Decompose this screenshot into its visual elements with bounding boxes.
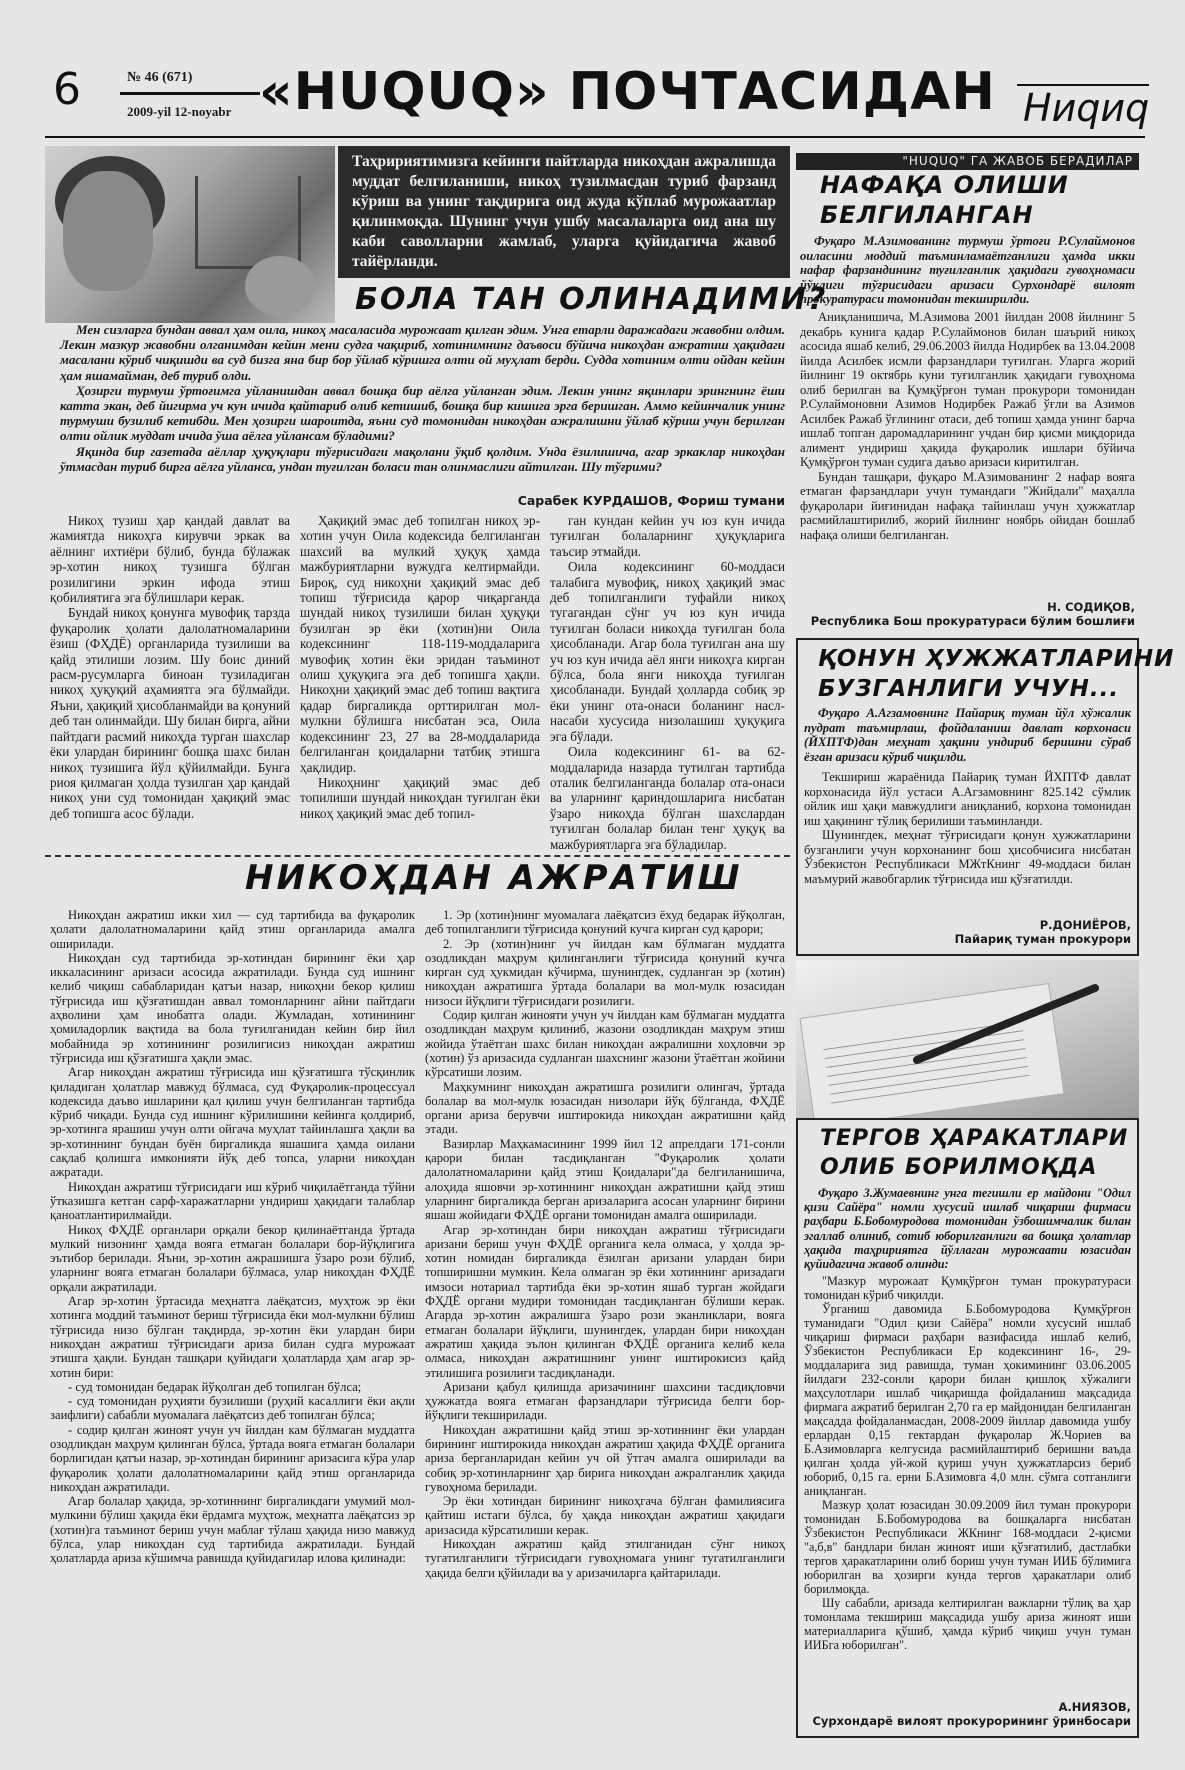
divorce-paragraph: Эр ёки хотиндан бирининг никоҳгача бўлган фамилиясига қайтиш истаги бўлса, бу ҳақда никоҳдан ажратиш ҳақидаги аризасида кўрсатилиши керак. [425,1494,785,1537]
letter-paragraph: Мен сизларга бундан аввал ҳам оила, никоҳ масаласида мурожаат қилган эдим. Унга етарли даражадаги жавобни олдим. Лекин мазкур жавобни олганимдан кейин мени судга чақириб, хотинимнинг даъвоси бўйича никоҳдан ажратиш ҳақидаги масалани кўриб чиқишди ва суд бизга яна бир бор ўйлаб кўришга олти ой муҳлат берди. Судда хотиним олти ойдан кейин ҳам яшамайман, деб туриб олди. [60,322,785,383]
divorce-paragraph: Никоҳ ФҲДЁ органлари орқали бекор қилинаётганда ўртада мулкий низонинг ҳамда вояга етмаган болалари бор-йўқлигига эътибор берилади. Яъни, эр-хотин ажрашишга ўзаро рози бўлиб, уларнинг вояга етмаган болалари бўлмаса, улар никоҳдан ФҲДЁ орқали ажратилади. [50,1222,415,1294]
newspaper-logo: Ниqиq [1017,84,1149,130]
divorce-column-2 [425,908,785,1580]
divorce-paragraph: Содир қилган жинояти учун уч йилдан кам бўлмаган муддатга озодликдан маҳрум қилиниб, жазони озодликдан маҳрум этиш жойида ўтаётган шахс билан никоҳдан ажралишни хоҳловчи эр (хотин) ўз аризасида судланган шахснинг жазони ўтаётган жойини кўрсатиши лозим. [425,1008,785,1080]
intro-box: Таҳририятимизга кейинги пайтларда никоҳдан ажралишда муддат белгиланиши, никоҳ тузилмасдан туриб фарзанд кўриш ва унинг тақдирига оид жуда кўплаб мурожаатлар қилинмоқда. Шунинг учун ушбу масалаларга оид ана шу каби саволларни жамлаб, уларга қуйидагича жавоб тайёрланди. [338,146,790,278]
pen-and-documents-photo [796,960,1139,1120]
investigation-lead: Фуқаро З.Жумаевнинг унга тегишли ер майдони "Одил қизи Сайёра" номли хусусий ишлаб чиқариш фирмаси раҳбари Б.Бобомуродова томонидан ўзбошимчалик билан эгаллаб олиниб, сотиб юборилганлиги ва бошқа ҳолатлар ҳақида таҳририятга йўллаган мурожаати юзасидан қуйидагича жавоб олинди: [804,1186,1131,1272]
investigation-headline: ТЕРГОВ ҲАРАКАТЛАРИ ОЛИБ БОРИЛМОҚДА [820,1126,1129,1180]
divorce-paragraph: Никоҳдан ажратиш тўғрисидаги иш кўриб чиқилаётганда тўйни ўтказишга кетган сарф-харажатларни ундириш ҳақидаги талаблар қаноатлантирилмайди. [50,1179,415,1223]
letter-paragraph: Ҳозирги турмуш ўртоғимга уйланишдан аввал бошқа бир аёлга уйланган эдим. Лекин унинг яқинлари эрингнинг ёши катта экан, деб йигирма уч кун ичида қайтариб олиб кетишиб, бошқа бир кишига эрга беришган. Аммо кейинчалик унинг турмуши бузилиб кетибди. Мен ҳозирги шароитда, яъни суд томонидан никоҳдан ажралишни ўйлаб кўриш учун берилган олти ойлик муддат ичида ўша аёлга уйлансам бўладими? [60,382,785,444]
answer-paragraph: Ҳақиқий эмас деб топилган никоҳ эр-хотин учун Оила кодексида белгиланган шахсий ва мулкий ҳуқуқ ҳамда мажбуриятларни вужудга келтирмайди. Бироқ, суд никоҳни ҳақиқий эмас деб топиш тўғрисида қарор чиқарганда шундай никоҳ тузилиши билан ҳуқуқи бузилган эр ёки (хотин)ни Оила кодексининг 118-119-моддаларига мувофиқ хотин ёки эридан таъминот олиш ҳуқуқига эга деб топишга ҳақли. Никоҳни ҳақиқий эмас деб топиш вақтига қадар биргаликда орттирилган мол-мулкни бўлишга нисбатан эса, Оила кодексининг 23, 27 ва 28-моддаларида белгиланган қоидаларни татбиқ этишга ҳақлидир. [300,513,540,775]
answer-paragraph: Бундай никоҳ қонунга мувофиқ тарзда фуқаролик ҳолати далолатномаларини ёзиш (ФҲДЁ) органларида тузилиши ва қайд этилиши лозим. Шу боис диний расм-русумларга биноан тузиладиган никоҳ ҳуқуқий аҳамиятга эга бўлмайди. Яъни, ҳақиқий ҳисобланмайди ва қонуний деб тан олинмайди. Шу билан бирга, айни пайтдаги расмий никоҳда турган шахслар ёки улардан бирининг бошқа шахс билан никоҳ тузишига йўл қўйилмайди. Бунга риоя қилмаган ҳолда тузилган ҳар қандай никоҳ уни суд томонидан ҳақиқий эмас деб топишга асос бўлади. [50,605,290,821]
alimony-lead: Фуқаро М.Азимованинг турмуш ўртоғи Р.Сулаймонов оиласини моддий таъминламаётганлиги ҳамда икки нафар фарзандининг туғилганлик ҳақидаги гувоҳномаси йўқлиги тўғрисидаги аризаси Сурхондарё вилоят прокуратураси томонидан текширилди. [800,234,1135,307]
divorce-paragraph: Вазирлар Маҳкамасининг 1999 йил 12 апрелдаги 171-сонли қарори билан тасдиқланган "Фуқаролик ҳолати далолатномаларини қайд этиш Қоидалари"да белгиланишича, алоҳида яшовчи эр-хотиннинг никоҳдан ажратишни қайд этиш уларнинг биргаликда берган аризаларига асосан уларнинг бирини яшаш жойидаги ФҲДЁ органи томонидан амалга оширилади. [425,1136,785,1223]
reader-letter [60,322,785,474]
answer-paragraph: Никоҳ тузиш ҳар қандай давлат ва жамиятда никоҳга кирувчи эркак ва аёлнинг ихтиёри бўлиб, бунда бўлажак эр-хотин никоҳ тузишга бўлган розилигини эркин ифода этиш қобилиятига эга бўлишлари керак. [50,513,290,606]
issue-number: № 46 (671) [127,70,193,85]
letter-headline: БОЛА ТАН ОЛИНАДИМИ? [355,282,828,317]
answer-paragraph: ган кундан кейин уч юз кун ичида туғилган болаларнинг ҳуқуқларига таъсир этмайди. [550,513,785,559]
law-body: Текшириш жараёнида Пайариқ туман ЙХПТФ давлат корхонасида йўл устаси А.Агзамовнинг 825.142 сўмлик ойлик иш ҳақи мавжудлиги аниқланиб, корхона томонидан иш ҳақининг тўлиқ берилиши таъминланди. Шунингдек, меҳнат тўғрисидаги қонун ҳужжатларини бузганлиги учун корхонанинг бош ҳисобчисига нисбатан Ўзбекистон Республикаси МЖтКнинг 49-моддаси билан маъмурий жавобгарлик тўғрисида иш қўзғатилди. [804,770,1131,886]
letter-paragraph: Яқинда бир газетада аёллар ҳуқуқлари тўғрисидаги мақолани ўқиб қолдим. Унда ёзилишича, агар эркаклар никоҳдан ўтмасдан туриб бирга аёлга уйланса, ундан туғилган боласи тан олинмаслиги айтилган. Шу тўғрими? [60,443,785,474]
answer-paragraph: Оила кодексининг 61- ва 62-моддаларида назарда тутилган тартибда оталик белгиланганда болалар ота-онаси ва уларнинг қариндошларига нисбатан ўзаро никоҳда бўлган шахслардан туғилган болалар билан тенг ҳуқуқ ва мажбуриятларга эга бўладилар. [550,744,785,852]
masthead-divider [120,92,260,95]
section-divider [45,855,790,857]
divorce-paragraph: Агар болалар ҳақида, эр-хотиннинг биргаликдаги умумий мол-мулкини бўлиш ҳақида ёки ёрдамга муҳтож, меҳнатга лаёқатсиз эр (хотин)га таъминот бериш учун маблағ тўлаш ҳақида низо мавжуд бўлса, улар никоҳдан суд тартибида ажратилади. Бундай ҳолатларда ариза кўшимча равишда қуйидагилар илова қилинади: [50,1494,415,1566]
answer-paragraph: Оила кодексининг 60-моддаси талабига мувофиқ, никоҳ ҳақиқий эмас деб топилганлиги туфайли никоҳ тугагандан сўнг уч юз кун ичида туғилган боласи никоҳда туғилган бола ҳисобланади. Агар бола туғилган ана шу уч юз кун ичида аёл янги никоҳга кирган бўлса, бола янги никоҳда туғилган ҳисобланади. Бундай ҳолларда собиқ эр ёки унинг ота-онаси боланинг насл-насаби хусусида низолашиш ҳуқуқига эга бўлади. [550,559,785,744]
divorce-paragraph: Никоҳдан ажратиш қайд этилганидан сўнг никоҳ тугатилганлиги тўғрисидаги гувоҳномага унинг тугатилганлиги ҳақида белги қўйилади ва у аризачиларга қайтарилади. [425,1537,785,1580]
investigation-signature: А.НИЯЗОВ, Сурхондарё вилоят прокурорининг ўринбосари [812,1700,1131,1728]
alimony-body: Аниқланишича, М.Азимова 2001 йилдан 2008 йилнинг 5 декабрь кунига қадар Р.Сулаймонов билан шаърий никоҳ асосида яшаб келиб, 29.06.2003 йилда Нодирбек ва 13.04.2008 йилда Асилбек исмли фарзандлари туғилган. Уларга жорий йилнинг 19 октябрь куни туғилганлик ҳақидаги гувоҳнома олиб берилган ва Қумқўрғон туман прокурори томонидан Р.Сулаймоновни Азимов Нодирбек Ражаб ўғли ва Азимов Асилбек Ражаб ўғлининг отаси, деб топиш ҳамда унинг барча ишлаб топган даромадларининг учдан бир қисми миқдорида алимент ундириш ҳақида фуқаролик ишлари бўйича Қумқўрғон туман судига даъво аризаси киритилган. Бундан ташқари, фуқаро М.Азимованинг 2 нафар вояга етмаган фарзандлари учун тумандаги "Жийдали" маҳалла фуқаролари йиғинидан нафақа тайинлаш учун ҳужжатлар расмийлаштирилиб, жорий йилнинг ноябрь ойидан бошлаб нафақа олиши белгиланган. [800,310,1135,542]
law-headline: ҚОНУН ҲУЖЖАТЛАРИНИ БУЗГАНЛИГИ УЧУН... [818,646,1175,702]
woman-and-scales-photo [45,146,335,323]
divorce-paragraph: Никоҳдан суд тартибида эр-хотиндан бирининг ёки ҳар иккаласининг аризаси асосида ажратилади. Бунда суд ишнинг келиб чиқиш сабабларидан қатъи назар, никоҳни бекор қилиш тўғрисида иш қўзғатишдан аввал томонларнинг айни пайтдаги аҳволини ҳам инобатга олади. Жумладан, хотинининг ҳомиладорлик вақтида ва бола туғилганидан кейин бир йил мобайнида эр хотинининг розилигисиз никоҳдан ажратиш тўғрисида иш қўзғатишга ҳақли эмас. [50,950,415,1065]
divorce-paragraph: Агар эр-хотиндан бири никоҳдан ажратиш тўғрисидаги аризани бериш учун ФҲДЁ органига кела олмаса, у ҳолда эр-хотин номидан биргаликда ёзилган аризани улардан бири топширишни мумкин. Кела олмаган эр ёки хотиннинг аризадаги имзоси нотариал тартибда ёки эр-хотин яшаб турган жойдаги ФҲДЁ органи мудири томонидан тасдиқланган бўлиши керак. Агарда эр-хотин ажралишга ўзаро рози эканликлари, вояга етмаган болалари йўқлиги, шунингдек, улардан бири никоҳдан ажратиш ҳақида эълон қилинган ФҲДЁ органига келиб кела олмаса, никоҳдан ажратишнинг унинг иштирокисиз қайд этилишига розилиги тасдиқланади. [425,1222,785,1380]
divorce-paragraph: 1. Эр (хотин)нинг муомалага лаёқатсиз ёхуд бедарак йўқолган, деб топилганлиги тўғрисида қонуний кучга кирган суд қарори; [425,908,785,937]
divorce-paragraph: Агар эр-хотин ўртасида меҳнатга лаёқатсиз, муҳтож эр ёки хотинга моддий таъминот бериш тўғрисида ёки мол-мулкни бўлиш тўғрисида низо бўлган тақдирда, эр-хотин ёки улардан бири никоҳдан ажратиш тўғрисидаги ариза билан судга мурожаат этишга ҳақли. Бундан ташқари қуйидаги ҳолатларда ҳам агар эр-хотин бири: [50,1294,415,1380]
answer-paragraph: Никоҳнинг ҳақиқий эмас деб топилиши шундай никоҳдан туғилган ёки никоҳ ҳақиқий эмас деб топил- [300,774,540,821]
law-signature: Р.ДОНИЁРОВ, Пайариқ туман прокурори [954,918,1131,946]
page-number: 6 [53,64,81,115]
divorce-column-1 [50,908,415,1566]
divorce-paragraph: Агар никоҳдан ажратиш тўғрисида иш қўзғатишга тўсқинлик қиладиган ҳолатлар мавжуд бўлмаса, суд Фуқаролик-процессуал кодексида даъво ишларини қал қилиш учун белгиланган тартибда кўриб чиқади. Бунда суд ишнинг кўрилишини кейинга қолдириб, эр-хотинга ярашиш учун олти ойгача муҳлат тайинлашга ҳақли ва эр-хотиннинг бундан буён биргаликда яшашига ҳамда оилани сақлаб қолишга имконияти йўқ деб топса, уларни никоҳдан ажратади. [50,1065,415,1180]
section-title: «HUQUQ» ПОЧТАСИДАН [259,62,996,122]
divorce-paragraph: Никоҳдан ажратиш икки хил — суд тартибида ва фуқаролик ҳолати далолатномаларини қайд этиш органларида амалга оширилади. [50,908,415,951]
masthead-rule [45,136,1145,138]
divorce-headline: НИКОҲДАН АЖРАТИШ [245,858,743,898]
answer-column-3 [550,513,785,852]
divorce-paragraph: Никоҳдан ажратишни қайд этиш эр-хотиннинг ёки улардан бирининг иштирокида никоҳдан ажратиш ҳақида ФҲДЁ органига ариза берганларидан кейин уч ой ўтгач амалга оширилади ва собиқ эр-хотинларнинг ҳар бирига никоҳдан ажралганлик ҳақида гувоҳнома берилади. [425,1422,785,1494]
issue-date: 2009-yil 12-noyabr [127,104,232,119]
masthead [45,62,1150,132]
alimony-signature: Н. СОДИҚОВ, Республика Бош прокуратураси бўлим бошлиғи [810,600,1135,628]
divorce-paragraph: - содир қилган жиноят учун уч йилдан кам бўлмаган муддатга озодликдан маҳрум қилинган бўлса, ўртада вояга етмаган болалари борлигидан қатъи назар, эр-хотиндан бирининг аризасига кўра улар фуқаролик ҳолати далолатномаларини қайд этиш органларида никоҳдан ажратилади. [50,1422,415,1494]
divorce-paragraph: Маҳкумнинг никоҳдан ажратишга розилиги олингач, ўртада болалар ва мол-мулк юзасидан низолари йўқ бўлганда, ФҲДЁ органи ариза берувчи иштирокида никоҳдан ажратишни қайд этади. [425,1079,785,1137]
sidebar-tag: "HUQUQ" ГА ЖАВОБ БЕРАДИЛАР [796,153,1139,170]
answer-column-2 [300,513,540,821]
divorce-paragraph: Аризани қабул қилишда аризачининг шахсини тасдиқловчи ҳужжатда вояга етмаган фарзандлари тўғрисида белги бор-йўқлиги текширилади. [425,1379,785,1423]
investigation-body: "Мазкур мурожаат Қумқўрғон туман прокуратураси томонидан кўриб чиқилди. Ўрганиш давомида Б.Бобомуродова Қумқўрғон туманидаги "Одил қизи Сайёра" номли хусусий ишлаб чиқариш фирмаси раҳбари вазифасида ишлаб келиб, Ўзбекистон Республикаси Ер кодексининг 16-, 29-моддаларига зид равишда, туман ҳокимининг 03.06.2005 йилдаги 232-сонли қарори билан қишлоқ хўжалиги маҳсулотлари ишлаб чиқаришда фойдаланиш мақсадида фирмага ажратиб берилган 2,70 га ер майдонидан белгиланган мақсадда фойдаланмасдан, 2008-2009 йиллар давомида ушбу ерлардан 0,15 гектардан фуқаролар Ж.Чориев ва Б.Азимовларга келгусида расмийлаштириб беришни ваъда қилган ҳолда уй-жой қуриш учун ҳужжатларсиз бериб юбориб, 0,15 га. ерни Б.Азимовга 4,0 млн. сўмга сотганлиги аниқланган. Мазкур ҳолат юзасидан 30.09.2009 йил туман прокурори томонидан Б.Бобомуродова ва бошқаларга нисбатан Ўзбекистон Республикаси ЖКнинг 168-моддаси 2-қисми "а,б,в" бандлари билан жиноят иши қўзғатилиб, дастлабки тергов ҳаракатларини олиб бориш учун туман ИИБ бўлимига юборилган ва ҳозирги кунда тергов ҳаракатлари олиб борилмоқда. Шу сабабли, аризада келтирилган важларни тўлиқ ва ҳар томонлама текшириш мақсадида ушбу ариза жиноят иши материалларига қўшиб, ҳамда кўриб чиқиш учун туман ИИБга юборилган". [804,1274,1131,1652]
letter-signature: Сарабек КУРДАШОВ, Фориш тумани [517,493,785,508]
law-lead: Фуқаро А.Агзамовнинг Пайариқ туман йўл хўжалик пудрат таъмирлаш, фойдаланиш давлат корхонаси (ЙХПТФ)дан меҳнат ҳақини ундириб беришни сўраб ёзган аризаси кўриб чиқилди. [804,706,1131,764]
divorce-paragraph: - суд томонидан руҳияти бузилиши (руҳий касаллиги ёки ақли заифлиги) сабабли муомалага лаёқатсиз деб топилган бўлса; [50,1394,415,1423]
alimony-headline: НАФАҚА ОЛИШИ БЕЛГИЛАНГАН [820,171,1069,229]
divorce-paragraph: 2. Эр (хотин)нинг уч йилдан кам бўлмаган муддатга озодликдан маҳрум қилинганлиги тўғрисида қонуний кучга кирган суд ҳукмидан кўчирма, шунингдек, судланган эр (хотин) никоҳдан ажратишга ўртада болалари ва мол-мулк юзасидан низоси йўқлиги тўғрисидаги розилиги. [425,936,785,1008]
answer-column-1 [50,513,290,821]
divorce-paragraph: - суд томонидан бедарак йўқолган деб топилган бўлса; [68,1379,362,1394]
